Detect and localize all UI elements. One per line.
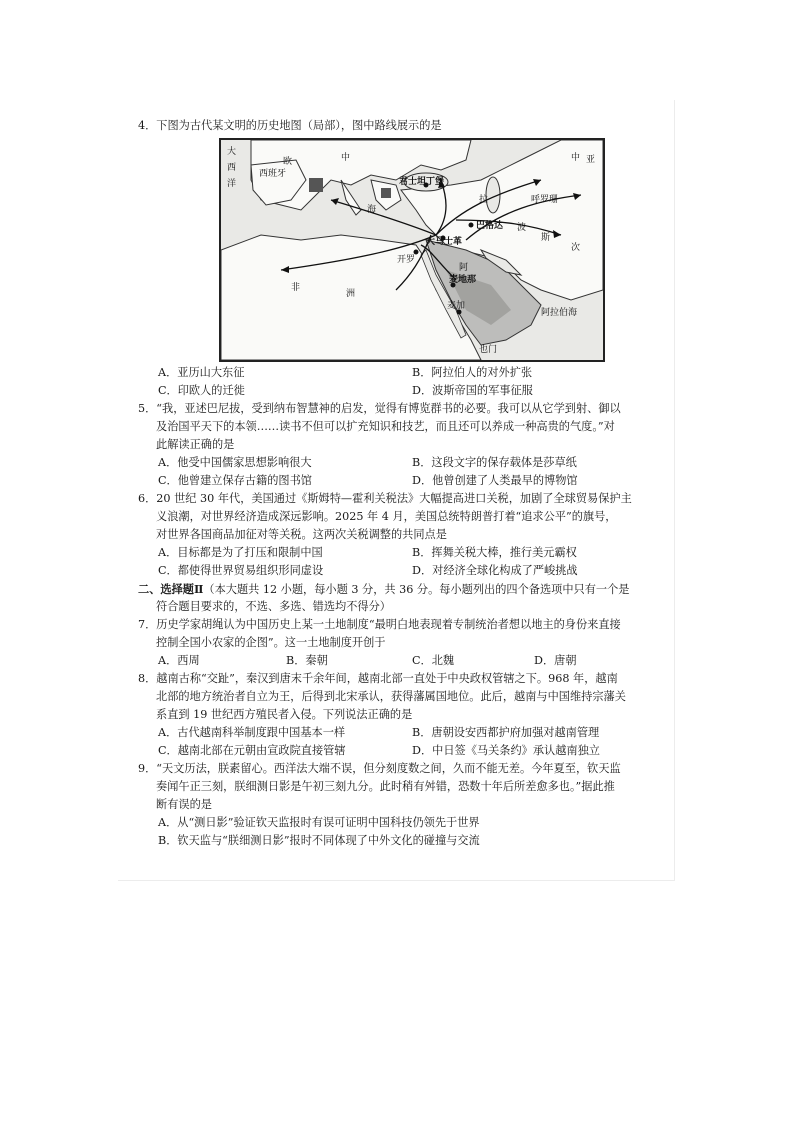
q7-line-2: 控制全国小农家的企图”。这一土地制度开创于	[156, 636, 386, 649]
q6-line-1: 6．20 世纪 30 年代，美国通过《斯姆特—霍利关税法》大幅提高进口关税，加剧了全球贸易保护主	[138, 492, 632, 505]
map-label-zhou: 洲	[346, 289, 356, 299]
map-label-mojia: 麦加	[447, 301, 466, 311]
q8-line-3: 系直到 19 世纪西方殖民者入侵。下列说法正确的是	[156, 708, 413, 721]
q9-option-a[interactable]: A．从“测日影”验证钦天监报时有误可证明中国科技仍领先于世界	[158, 816, 480, 829]
q8-option-b[interactable]: B．唐朝设安西都护府加强对越南管理	[412, 726, 600, 739]
q7-option-d[interactable]: D．唐朝	[534, 654, 577, 667]
q4-option-c[interactable]: C．印欧人的迁徙	[158, 384, 245, 397]
q8-line-2: 北部的地方统治者自立为王，后得到北宋承认，获得藩属国地位。此后，越南与中国维持宗藩关	[156, 690, 626, 703]
section-2-header	[138, 580, 630, 599]
map-label-fei: 非	[291, 283, 301, 293]
map-label-ou: 欧	[283, 157, 293, 167]
q5-option-c[interactable]: C．他曾建立保存古籍的图书馆	[158, 474, 312, 487]
q9-line-1: 9．“天文历法，朕素留心。西洋法大端不误，但分刻度数之间，久而不能无差。今年夏至，钦天监	[138, 762, 621, 775]
map-label-da: 大	[227, 147, 237, 157]
q8-line-1: 8．越南古称“交趾”，秦汉到唐末千余年间，越南北部一直处于中央政权管辖之下。968 年，越南	[138, 672, 618, 685]
map-label-bo: 波	[517, 223, 527, 233]
map-label-kailuo: 开罗	[397, 255, 416, 265]
q7-line-1: 7．历史学家胡绳认为中国历史上某一土地制度“最明白地表现着专制统治者想以地主的身份来直接	[138, 618, 621, 631]
q7-option-a[interactable]: A．西周	[158, 654, 200, 667]
map-graphic	[221, 140, 603, 360]
q6-line-3: 对世界各国商品加征对等关税。这两次关税调整的共同点是	[156, 528, 447, 541]
exam-page	[118, 100, 675, 881]
map-label-damashige: 大马士革	[426, 237, 463, 247]
q9-line-2: 奏闻午正三刻，朕细测日影是午初三刻九分。此时稍有舛错，恐数十年后所差愈多也。”据此推	[156, 780, 615, 793]
map-label-ci: 次	[571, 243, 581, 253]
map-label-hai: 海	[367, 205, 377, 215]
section-2-instructions-2: 符合题目要求的，不选、多选、错选均不得分）	[156, 600, 391, 613]
q9-option-b[interactable]: B．钦天监与“朕细测日影”报时不同体现了中外文化的碰撞与交流	[158, 834, 480, 847]
q5-line-2: 及治国平天下的本领……读书不但可以扩充知识和技艺，而且还可以养成一种高贵的气度。”对	[156, 420, 615, 433]
map-label-alabohai: 阿拉伯海	[541, 308, 578, 318]
q8-option-a[interactable]: A．古代越南科举制度跟中国基本一样	[158, 726, 346, 739]
q6-option-b[interactable]: B．挥舞关税大棒，推行美元霸权	[412, 546, 577, 559]
map-label-xi: 西	[227, 163, 237, 173]
map-label-zhong-2: 中	[571, 153, 581, 163]
section-2-instructions: （本大题共 12 小题，每小题 3 分，共 36 分。每小题列出的四个备选项中只有一个是	[203, 583, 630, 596]
map-label-junshitanding: 君士坦丁堡	[399, 177, 445, 187]
map-label-a: 阿	[459, 263, 469, 273]
q8-option-d[interactable]: D．中日签《马关条约》承认越南独立	[412, 744, 600, 757]
q5-line-1: 5．“我，亚述巴尼拔，受到纳布智慧神的启发，觉得有博览群书的必要。我可以从它学到射、御以	[138, 402, 621, 415]
q7-option-c[interactable]: C．北魏	[412, 654, 455, 667]
section-2-title: 二、选择题Ⅱ	[138, 582, 204, 596]
q5-option-a[interactable]: A．他受中国儒家思想影响很大	[158, 456, 312, 469]
q6-option-a[interactable]: A．目标都是为了打压和限制中国	[158, 546, 323, 559]
q5-option-b[interactable]: B．这段文字的保存载体是莎草纸	[412, 456, 577, 469]
map-label-ya: 亚	[586, 155, 596, 165]
map-label-yemen: 也门	[479, 345, 498, 355]
map-label-huluomo: 呼罗珊	[531, 195, 559, 205]
q5-line-3: 此解读正确的是	[156, 438, 235, 451]
q8-option-c[interactable]: C．越南北部在元朝由宣政院直接管辖	[158, 744, 346, 757]
map-label-baigeda: 巴格达	[476, 221, 504, 231]
map-label-zhong-1: 中	[341, 153, 351, 163]
historical-map	[219, 138, 605, 362]
q6-option-c[interactable]: C．都使得世界贸易组织形同虚设	[158, 564, 324, 577]
q6-option-d[interactable]: D．对经济全球化构成了严峻挑战	[412, 564, 578, 577]
map-label-xibanya: 西班牙	[259, 169, 287, 179]
q6-line-2: 义浪潮，对世界经济造成深远影响。2025 年 4 月，美国总统特朗普打着“追求公平”的旗号，	[156, 510, 617, 523]
q4-option-a[interactable]: A．亚历山大东征	[158, 366, 245, 379]
q4-option-d[interactable]: D．波斯帝国的军事征服	[412, 384, 533, 397]
q4-stem: 4．下图为古代某文明的历史地图（局部），图中路线展示的是	[138, 119, 442, 132]
q9-line-3: 断有误的是	[156, 798, 212, 811]
map-label-maidina: 麦地那	[449, 275, 477, 285]
map-label-yang: 洋	[227, 179, 237, 189]
q4-option-b[interactable]: B．阿拉伯人的对外扩张	[412, 366, 533, 379]
map-label-si: 斯	[541, 233, 551, 243]
q7-option-b[interactable]: B．秦朝	[286, 654, 328, 667]
q5-option-d[interactable]: D．他曾创建了人类最早的博物馆	[412, 474, 578, 487]
map-label-la: 拉	[479, 195, 489, 205]
